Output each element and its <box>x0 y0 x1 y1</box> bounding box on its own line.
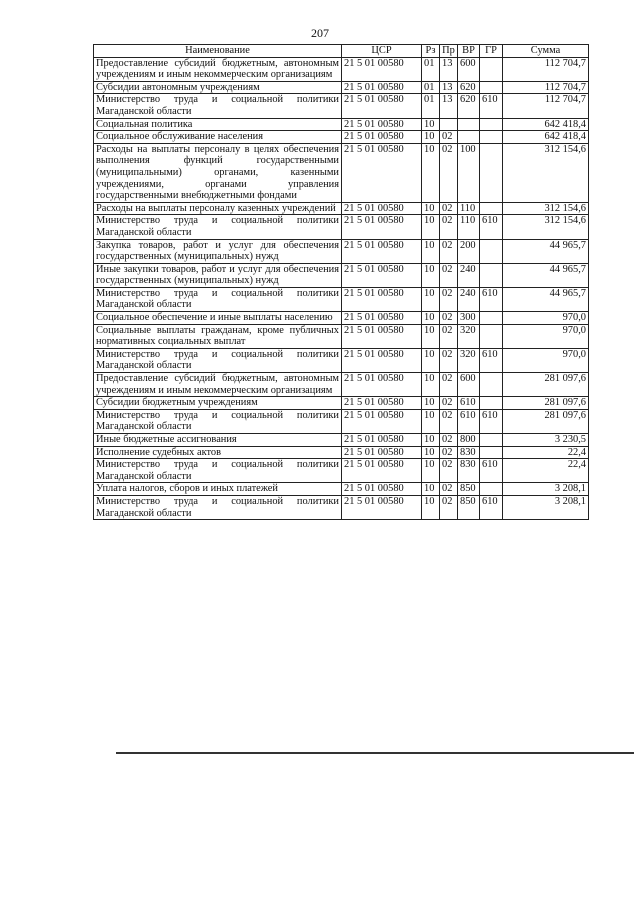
cell-vr: 110 <box>458 202 480 215</box>
cell-gr <box>480 131 503 144</box>
cell-pr <box>440 118 458 131</box>
cell-pr: 02 <box>440 312 458 325</box>
cell-name: Министерство труда и социальной политики Магаданской области <box>94 215 342 239</box>
cell-vr: 850 <box>458 495 480 519</box>
cell-name: Предоставление субсидий бюджетным, автономным учреждениям и иным некоммерческим организациям <box>94 57 342 81</box>
cell-gr <box>480 81 503 94</box>
table-row <box>94 131 589 144</box>
table-row <box>94 118 589 131</box>
cell-sum: 22,4 <box>503 446 589 459</box>
header-vr: ВР <box>458 45 480 58</box>
cell-gr: 610 <box>480 495 503 519</box>
cell-pr: 02 <box>440 131 458 144</box>
cell-gr <box>480 446 503 459</box>
cell-name: Министерство труда и социальной политики Магаданской области <box>94 287 342 311</box>
cell-rz: 10 <box>422 143 440 202</box>
cell-pr: 02 <box>440 348 458 372</box>
cell-name: Предоставление субсидий бюджетным, автономным учреждениям и иным некоммерческим организациям <box>94 373 342 397</box>
cell-vr: 320 <box>458 348 480 372</box>
cell-sum: 112 704,7 <box>503 57 589 81</box>
cell-pr: 02 <box>440 495 458 519</box>
cell-vr <box>458 118 480 131</box>
cell-rz: 10 <box>422 373 440 397</box>
table-body <box>94 57 589 520</box>
cell-name: Закупка товаров, работ и услуг для обеспечения государственных (муниципальных) нужд <box>94 239 342 263</box>
cell-sum: 970,0 <box>503 312 589 325</box>
cell-pr: 02 <box>440 397 458 410</box>
bottom-rule <box>116 752 634 754</box>
cell-name: Иные закупки товаров, работ и услуг для обеспечения государственных (муниципальных) нужд <box>94 263 342 287</box>
table-row <box>94 348 589 372</box>
cell-sum: 44 965,7 <box>503 287 589 311</box>
cell-vr: 830 <box>458 446 480 459</box>
cell-sum: 970,0 <box>503 348 589 372</box>
cell-sum: 312 154,6 <box>503 215 589 239</box>
cell-gr <box>480 263 503 287</box>
cell-csr: 21 5 01 00580 <box>342 312 422 325</box>
cell-sum: 642 418,4 <box>503 118 589 131</box>
cell-sum: 22,4 <box>503 459 589 483</box>
cell-sum: 312 154,6 <box>503 202 589 215</box>
cell-csr: 21 5 01 00580 <box>342 81 422 94</box>
cell-name: Социальное обеспечение и иные выплаты населению <box>94 312 342 325</box>
cell-csr: 21 5 01 00580 <box>342 94 422 118</box>
cell-vr: 110 <box>458 215 480 239</box>
table-row <box>94 495 589 519</box>
table-row <box>94 324 589 348</box>
cell-rz: 10 <box>422 483 440 496</box>
cell-name: Министерство труда и социальной политики Магаданской области <box>94 348 342 372</box>
cell-name: Иные бюджетные ассигнования <box>94 434 342 447</box>
table-row <box>94 312 589 325</box>
cell-rz: 10 <box>422 495 440 519</box>
cell-csr: 21 5 01 00580 <box>342 446 422 459</box>
table-row <box>94 202 589 215</box>
table-row <box>94 81 589 94</box>
cell-rz: 10 <box>422 434 440 447</box>
table-row <box>94 57 589 81</box>
table-row <box>94 287 589 311</box>
cell-csr: 21 5 01 00580 <box>342 57 422 81</box>
cell-pr: 02 <box>440 143 458 202</box>
cell-sum: 3 208,1 <box>503 483 589 496</box>
cell-sum: 312 154,6 <box>503 143 589 202</box>
cell-sum: 970,0 <box>503 324 589 348</box>
cell-pr: 02 <box>440 373 458 397</box>
cell-rz: 10 <box>422 287 440 311</box>
cell-gr: 610 <box>480 287 503 311</box>
cell-csr: 21 5 01 00580 <box>342 118 422 131</box>
table-header-row <box>94 45 589 58</box>
cell-csr: 21 5 01 00580 <box>342 409 422 433</box>
cell-pr: 02 <box>440 239 458 263</box>
cell-rz: 10 <box>422 239 440 263</box>
cell-pr: 02 <box>440 287 458 311</box>
cell-gr <box>480 312 503 325</box>
header-sum: Сумма <box>503 45 589 58</box>
cell-gr: 610 <box>480 348 503 372</box>
cell-rz: 10 <box>422 263 440 287</box>
cell-gr <box>480 143 503 202</box>
cell-pr: 02 <box>440 409 458 433</box>
cell-name: Министерство труда и социальной политики Магаданской области <box>94 459 342 483</box>
cell-gr <box>480 57 503 81</box>
table-row <box>94 143 589 202</box>
cell-csr: 21 5 01 00580 <box>342 143 422 202</box>
header-csr: ЦСР <box>342 45 422 58</box>
cell-rz: 10 <box>422 215 440 239</box>
table-row <box>94 215 589 239</box>
cell-sum: 3 208,1 <box>503 495 589 519</box>
cell-rz: 01 <box>422 94 440 118</box>
cell-csr: 21 5 01 00580 <box>342 215 422 239</box>
cell-gr <box>480 118 503 131</box>
cell-gr <box>480 373 503 397</box>
cell-vr: 240 <box>458 263 480 287</box>
cell-vr: 320 <box>458 324 480 348</box>
cell-sum: 44 965,7 <box>503 263 589 287</box>
cell-name: Министерство труда и социальной политики Магаданской области <box>94 495 342 519</box>
cell-vr: 800 <box>458 434 480 447</box>
cell-rz: 10 <box>422 348 440 372</box>
cell-pr: 13 <box>440 81 458 94</box>
cell-csr: 21 5 01 00580 <box>342 397 422 410</box>
cell-rz: 10 <box>422 409 440 433</box>
cell-vr: 300 <box>458 312 480 325</box>
cell-rz: 10 <box>422 202 440 215</box>
table-row <box>94 483 589 496</box>
table-row <box>94 446 589 459</box>
cell-vr: 620 <box>458 81 480 94</box>
cell-vr: 100 <box>458 143 480 202</box>
header-name: Наименование <box>94 45 342 58</box>
cell-sum: 44 965,7 <box>503 239 589 263</box>
budget-table <box>93 44 589 520</box>
cell-csr: 21 5 01 00580 <box>342 131 422 144</box>
cell-name: Социальные выплаты гражданам, кроме публичных нормативных социальных выплат <box>94 324 342 348</box>
cell-rz: 01 <box>422 81 440 94</box>
cell-gr: 610 <box>480 215 503 239</box>
table-row <box>94 434 589 447</box>
cell-rz: 10 <box>422 324 440 348</box>
cell-sum: 642 418,4 <box>503 131 589 144</box>
cell-name: Расходы на выплаты персоналу в целях обеспечения выполнения функций государственными (муниципальными) органами, казенными учреждениями, органами управления государственными внебюджетными фондами <box>94 143 342 202</box>
cell-name: Социальное обслуживание населения <box>94 131 342 144</box>
cell-rz: 10 <box>422 446 440 459</box>
header-rz: Рз <box>422 45 440 58</box>
cell-name: Социальная политика <box>94 118 342 131</box>
cell-gr <box>480 483 503 496</box>
cell-gr <box>480 397 503 410</box>
cell-name: Субсидии бюджетным учреждениям <box>94 397 342 410</box>
cell-vr: 610 <box>458 409 480 433</box>
table-row <box>94 239 589 263</box>
cell-rz: 10 <box>422 397 440 410</box>
cell-gr: 610 <box>480 94 503 118</box>
cell-csr: 21 5 01 00580 <box>342 263 422 287</box>
cell-name: Субсидии автономным учреждениям <box>94 81 342 94</box>
cell-csr: 21 5 01 00580 <box>342 434 422 447</box>
cell-pr: 02 <box>440 483 458 496</box>
cell-gr <box>480 202 503 215</box>
page-number: 207 <box>311 26 329 40</box>
table-row <box>94 397 589 410</box>
cell-sum: 281 097,6 <box>503 373 589 397</box>
cell-csr: 21 5 01 00580 <box>342 239 422 263</box>
cell-rz: 01 <box>422 57 440 81</box>
cell-gr <box>480 434 503 447</box>
cell-vr <box>458 131 480 144</box>
header-pr: Пр <box>440 45 458 58</box>
cell-name: Министерство труда и социальной политики Магаданской области <box>94 409 342 433</box>
cell-vr: 240 <box>458 287 480 311</box>
cell-pr: 02 <box>440 215 458 239</box>
cell-rz: 10 <box>422 118 440 131</box>
cell-csr: 21 5 01 00580 <box>342 202 422 215</box>
cell-gr <box>480 239 503 263</box>
cell-csr: 21 5 01 00580 <box>342 287 422 311</box>
table-row <box>94 459 589 483</box>
cell-name: Уплата налогов, сборов и иных платежей <box>94 483 342 496</box>
cell-vr: 600 <box>458 373 480 397</box>
cell-pr: 02 <box>440 202 458 215</box>
table-row <box>94 263 589 287</box>
cell-rz: 10 <box>422 312 440 325</box>
cell-pr: 13 <box>440 57 458 81</box>
cell-csr: 21 5 01 00580 <box>342 373 422 397</box>
cell-gr: 610 <box>480 459 503 483</box>
cell-vr: 600 <box>458 57 480 81</box>
cell-csr: 21 5 01 00580 <box>342 483 422 496</box>
cell-vr: 200 <box>458 239 480 263</box>
cell-sum: 112 704,7 <box>503 81 589 94</box>
cell-csr: 21 5 01 00580 <box>342 324 422 348</box>
cell-gr: 610 <box>480 409 503 433</box>
cell-sum: 281 097,6 <box>503 409 589 433</box>
cell-vr: 850 <box>458 483 480 496</box>
cell-name: Расходы на выплаты персоналу казенных учреждений <box>94 202 342 215</box>
cell-gr <box>480 324 503 348</box>
cell-pr: 02 <box>440 324 458 348</box>
cell-vr: 620 <box>458 94 480 118</box>
cell-csr: 21 5 01 00580 <box>342 495 422 519</box>
cell-csr: 21 5 01 00580 <box>342 348 422 372</box>
cell-pr: 02 <box>440 263 458 287</box>
table-row <box>94 94 589 118</box>
header-gr: ГР <box>480 45 503 58</box>
cell-rz: 10 <box>422 131 440 144</box>
cell-vr: 830 <box>458 459 480 483</box>
cell-name: Исполнение судебных актов <box>94 446 342 459</box>
cell-sum: 281 097,6 <box>503 397 589 410</box>
cell-sum: 112 704,7 <box>503 94 589 118</box>
cell-csr: 21 5 01 00580 <box>342 459 422 483</box>
cell-pr: 02 <box>440 459 458 483</box>
cell-rz: 10 <box>422 459 440 483</box>
table-row <box>94 409 589 433</box>
cell-pr: 13 <box>440 94 458 118</box>
cell-pr: 02 <box>440 446 458 459</box>
cell-sum: 3 230,5 <box>503 434 589 447</box>
cell-vr: 610 <box>458 397 480 410</box>
table-row <box>94 373 589 397</box>
cell-name: Министерство труда и социальной политики Магаданской области <box>94 94 342 118</box>
cell-pr: 02 <box>440 434 458 447</box>
